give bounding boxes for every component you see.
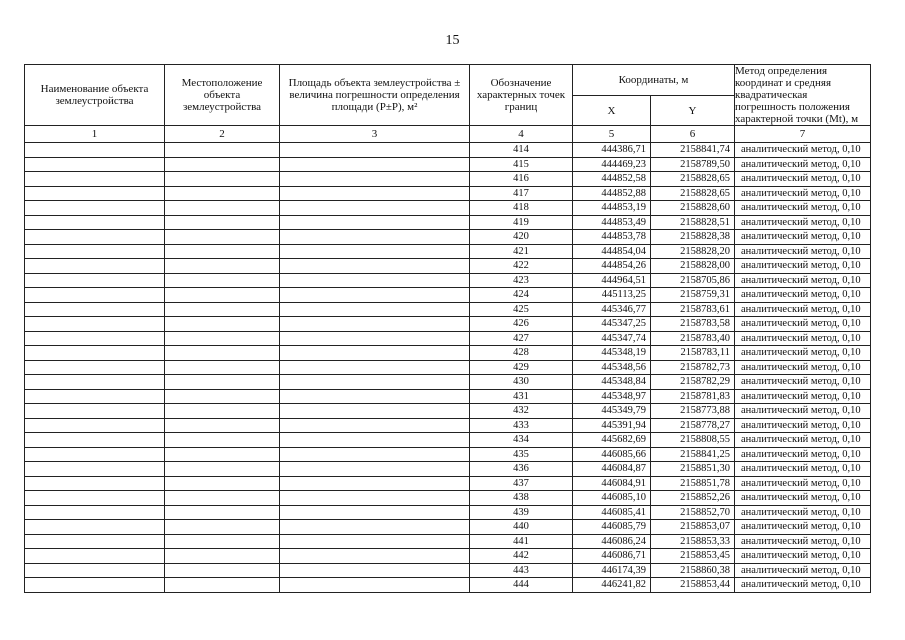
header-y: Y — [651, 96, 735, 126]
cell-area — [280, 462, 470, 477]
cell-location — [165, 433, 280, 448]
cell-object-name — [25, 505, 165, 520]
cell-location — [165, 259, 280, 274]
cell-object-name — [25, 317, 165, 332]
cell-point: 436 — [470, 462, 573, 477]
column-number: 2 — [165, 126, 280, 143]
cell-x: 444853,19 — [573, 201, 651, 216]
cell-object-name — [25, 201, 165, 216]
cell-area — [280, 331, 470, 346]
cell-method: аналитический метод, 0,10 — [735, 143, 871, 158]
cell-location — [165, 157, 280, 172]
cell-y: 2158841,25 — [651, 447, 735, 462]
cell-location — [165, 143, 280, 158]
cell-x: 444854,26 — [573, 259, 651, 274]
cell-object-name — [25, 230, 165, 245]
cell-location — [165, 360, 280, 375]
cell-method: аналитический метод, 0,10 — [735, 462, 871, 477]
table-row — [25, 462, 871, 477]
cell-method: аналитический метод, 0,10 — [735, 534, 871, 549]
cell-object-name — [25, 578, 165, 593]
cell-y: 2158851,30 — [651, 462, 735, 477]
cell-method: аналитический метод, 0,10 — [735, 186, 871, 201]
cell-point: 430 — [470, 375, 573, 390]
cell-method: аналитический метод, 0,10 — [735, 389, 871, 404]
cell-y: 2158828,65 — [651, 186, 735, 201]
cell-object-name — [25, 389, 165, 404]
table-row — [25, 360, 871, 375]
cell-object-name — [25, 404, 165, 419]
cell-method: аналитический метод, 0,10 — [735, 230, 871, 245]
cell-x: 445682,69 — [573, 433, 651, 448]
cell-method: аналитический метод, 0,10 — [735, 331, 871, 346]
cell-object-name — [25, 172, 165, 187]
page-number: 15 — [445, 33, 460, 48]
cell-point: 425 — [470, 302, 573, 317]
table-row — [25, 404, 871, 419]
cell-point: 441 — [470, 534, 573, 549]
cell-method: аналитический метод, 0,10 — [735, 578, 871, 593]
cell-y: 2158853,07 — [651, 520, 735, 535]
cell-area — [280, 578, 470, 593]
table-row — [25, 331, 871, 346]
cell-x: 445347,25 — [573, 317, 651, 332]
cell-y: 2158808,55 — [651, 433, 735, 448]
cell-object-name — [25, 273, 165, 288]
cell-method: аналитический метод, 0,10 — [735, 549, 871, 564]
cell-location — [165, 201, 280, 216]
cell-object-name — [25, 157, 165, 172]
cell-y: 2158759,31 — [651, 288, 735, 303]
cell-y: 2158783,40 — [651, 331, 735, 346]
table-row — [25, 520, 871, 535]
cell-method: аналитический метод, 0,10 — [735, 215, 871, 230]
cell-point: 418 — [470, 201, 573, 216]
cell-y: 2158851,78 — [651, 476, 735, 491]
cell-y: 2158828,60 — [651, 201, 735, 216]
cell-object-name — [25, 491, 165, 506]
cell-point: 429 — [470, 360, 573, 375]
cell-object-name — [25, 215, 165, 230]
cell-object-name — [25, 302, 165, 317]
cell-method: аналитический метод, 0,10 — [735, 172, 871, 187]
cell-y: 2158828,51 — [651, 215, 735, 230]
cell-x: 444469,23 — [573, 157, 651, 172]
cell-y: 2158705,86 — [651, 273, 735, 288]
cell-object-name — [25, 288, 165, 303]
cell-point: 414 — [470, 143, 573, 158]
column-number: 5 — [573, 126, 651, 143]
cell-method: аналитический метод, 0,10 — [735, 302, 871, 317]
cell-area — [280, 259, 470, 274]
cell-object-name — [25, 563, 165, 578]
cell-location — [165, 404, 280, 419]
cell-area — [280, 143, 470, 158]
coordinates-table — [24, 64, 871, 593]
cell-location — [165, 244, 280, 259]
cell-location — [165, 505, 280, 520]
table-row — [25, 172, 871, 187]
cell-area — [280, 433, 470, 448]
cell-method: аналитический метод, 0,10 — [735, 259, 871, 274]
cell-point: 442 — [470, 549, 573, 564]
column-number: 1 — [25, 126, 165, 143]
cell-y: 2158853,45 — [651, 549, 735, 564]
cell-location — [165, 317, 280, 332]
cell-location — [165, 549, 280, 564]
table-row — [25, 433, 871, 448]
cell-location — [165, 302, 280, 317]
cell-area — [280, 273, 470, 288]
table-row — [25, 563, 871, 578]
cell-x: 446241,82 — [573, 578, 651, 593]
cell-y: 2158828,65 — [651, 172, 735, 187]
cell-x: 444853,78 — [573, 230, 651, 245]
column-number: 3 — [280, 126, 470, 143]
cell-area — [280, 563, 470, 578]
cell-method: аналитический метод, 0,10 — [735, 404, 871, 419]
table-body — [25, 143, 871, 593]
cell-y: 2158782,29 — [651, 375, 735, 390]
cell-method: аналитический метод, 0,10 — [735, 288, 871, 303]
cell-method: аналитический метод, 0,10 — [735, 491, 871, 506]
cell-y: 2158860,38 — [651, 563, 735, 578]
cell-area — [280, 549, 470, 564]
cell-location — [165, 563, 280, 578]
header-location: Местоположение объекта землеустройства — [165, 65, 280, 126]
cell-y: 2158773,88 — [651, 404, 735, 419]
table-row — [25, 157, 871, 172]
cell-y: 2158778,27 — [651, 418, 735, 433]
cell-point: 427 — [470, 331, 573, 346]
cell-point: 423 — [470, 273, 573, 288]
table-row — [25, 534, 871, 549]
cell-method: аналитический метод, 0,10 — [735, 346, 871, 361]
cell-method: аналитический метод, 0,10 — [735, 476, 871, 491]
cell-method: аналитический метод, 0,10 — [735, 433, 871, 448]
cell-x: 446085,66 — [573, 447, 651, 462]
cell-area — [280, 534, 470, 549]
table-row — [25, 273, 871, 288]
cell-point: 431 — [470, 389, 573, 404]
cell-y: 2158828,00 — [651, 259, 735, 274]
header-coordinates: Координаты, м — [573, 65, 735, 96]
cell-y: 2158783,58 — [651, 317, 735, 332]
table-row — [25, 447, 871, 462]
cell-location — [165, 230, 280, 245]
cell-x: 445348,19 — [573, 346, 651, 361]
header-object-name: Наименование объекта землеустройства — [25, 65, 165, 126]
cell-object-name — [25, 143, 165, 158]
cell-x: 445348,84 — [573, 375, 651, 390]
cell-area — [280, 172, 470, 187]
cell-point: 444 — [470, 578, 573, 593]
cell-method: аналитический метод, 0,10 — [735, 360, 871, 375]
cell-area — [280, 505, 470, 520]
cell-point: 416 — [470, 172, 573, 187]
cell-location — [165, 172, 280, 187]
cell-y: 2158782,73 — [651, 360, 735, 375]
cell-point: 420 — [470, 230, 573, 245]
cell-area — [280, 302, 470, 317]
cell-area — [280, 346, 470, 361]
header-area: Площадь объекта землеустройства ± величина погрешности определения площади (P±P), м² — [280, 65, 470, 126]
cell-point: 419 — [470, 215, 573, 230]
cell-x: 446085,10 — [573, 491, 651, 506]
cell-point: 440 — [470, 520, 573, 535]
cell-location — [165, 389, 280, 404]
cell-location — [165, 215, 280, 230]
cell-location — [165, 331, 280, 346]
cell-object-name — [25, 244, 165, 259]
cell-x: 446086,71 — [573, 549, 651, 564]
cell-y: 2158853,33 — [651, 534, 735, 549]
cell-object-name — [25, 360, 165, 375]
table-row — [25, 186, 871, 201]
cell-area — [280, 447, 470, 462]
cell-area — [280, 317, 470, 332]
cell-location — [165, 186, 280, 201]
cell-x: 444852,58 — [573, 172, 651, 187]
cell-method: аналитический метод, 0,10 — [735, 563, 871, 578]
cell-object-name — [25, 331, 165, 346]
cell-x: 445348,97 — [573, 389, 651, 404]
cell-y: 2158783,11 — [651, 346, 735, 361]
table-row — [25, 143, 871, 158]
cell-object-name — [25, 462, 165, 477]
cell-x: 444853,49 — [573, 215, 651, 230]
cell-location — [165, 520, 280, 535]
cell-y: 2158852,26 — [651, 491, 735, 506]
cell-area — [280, 230, 470, 245]
cell-x: 446086,24 — [573, 534, 651, 549]
cell-point: 426 — [470, 317, 573, 332]
cell-x: 446174,39 — [573, 563, 651, 578]
cell-method: аналитический метод, 0,10 — [735, 505, 871, 520]
cell-point: 417 — [470, 186, 573, 201]
cell-point: 424 — [470, 288, 573, 303]
cell-point: 434 — [470, 433, 573, 448]
cell-point: 438 — [470, 491, 573, 506]
cell-y: 2158789,50 — [651, 157, 735, 172]
cell-area — [280, 404, 470, 419]
cell-y: 2158828,20 — [651, 244, 735, 259]
cell-area — [280, 244, 470, 259]
cell-x: 445346,77 — [573, 302, 651, 317]
cell-point: 443 — [470, 563, 573, 578]
cell-method: аналитический метод, 0,10 — [735, 273, 871, 288]
cell-object-name — [25, 346, 165, 361]
table-row — [25, 302, 871, 317]
table-row — [25, 578, 871, 593]
cell-object-name — [25, 375, 165, 390]
table-row — [25, 389, 871, 404]
cell-object-name — [25, 476, 165, 491]
cell-method: аналитический метод, 0,10 — [735, 201, 871, 216]
header-method: Метод определения координат и средняя квадратическая погрешность положения характерной точки (Mt), м — [735, 65, 871, 126]
cell-object-name — [25, 433, 165, 448]
cell-location — [165, 462, 280, 477]
cell-area — [280, 375, 470, 390]
cell-location — [165, 288, 280, 303]
cell-y: 2158783,61 — [651, 302, 735, 317]
table-row — [25, 491, 871, 506]
cell-object-name — [25, 447, 165, 462]
cell-method: аналитический метод, 0,10 — [735, 244, 871, 259]
cell-object-name — [25, 520, 165, 535]
cell-point: 421 — [470, 244, 573, 259]
cell-object-name — [25, 549, 165, 564]
cell-area — [280, 520, 470, 535]
table-row — [25, 230, 871, 245]
table-row — [25, 215, 871, 230]
cell-method: аналитический метод, 0,10 — [735, 447, 871, 462]
cell-area — [280, 418, 470, 433]
cell-method: аналитический метод, 0,10 — [735, 520, 871, 535]
cell-x: 445348,56 — [573, 360, 651, 375]
cell-location — [165, 578, 280, 593]
cell-area — [280, 186, 470, 201]
table-row — [25, 288, 871, 303]
table-row — [25, 505, 871, 520]
cell-point: 432 — [470, 404, 573, 419]
cell-x: 445113,25 — [573, 288, 651, 303]
cell-area — [280, 201, 470, 216]
cell-location — [165, 346, 280, 361]
cell-method: аналитический метод, 0,10 — [735, 375, 871, 390]
cell-point: 437 — [470, 476, 573, 491]
cell-method: аналитический метод, 0,10 — [735, 418, 871, 433]
cell-x: 444854,04 — [573, 244, 651, 259]
table-row — [25, 549, 871, 564]
table-row — [25, 375, 871, 390]
cell-location — [165, 447, 280, 462]
cell-area — [280, 389, 470, 404]
table-row — [25, 259, 871, 274]
cell-area — [280, 491, 470, 506]
cell-x: 445391,94 — [573, 418, 651, 433]
cell-object-name — [25, 534, 165, 549]
cell-area — [280, 288, 470, 303]
cell-x: 444386,71 — [573, 143, 651, 158]
cell-object-name — [25, 418, 165, 433]
column-number-row — [25, 126, 871, 143]
cell-location — [165, 273, 280, 288]
cell-point: 435 — [470, 447, 573, 462]
table-row — [25, 317, 871, 332]
cell-x: 446084,91 — [573, 476, 651, 491]
cell-object-name — [25, 186, 165, 201]
cell-point: 439 — [470, 505, 573, 520]
cell-x: 445347,74 — [573, 331, 651, 346]
cell-y: 2158853,44 — [651, 578, 735, 593]
cell-x: 446085,41 — [573, 505, 651, 520]
cell-y: 2158841,74 — [651, 143, 735, 158]
table-row — [25, 476, 871, 491]
cell-y: 2158852,70 — [651, 505, 735, 520]
table-row — [25, 418, 871, 433]
column-number: 4 — [470, 126, 573, 143]
cell-x: 446085,79 — [573, 520, 651, 535]
cell-area — [280, 360, 470, 375]
cell-point: 433 — [470, 418, 573, 433]
table-row — [25, 346, 871, 361]
cell-method: аналитический метод, 0,10 — [735, 317, 871, 332]
cell-x: 444964,51 — [573, 273, 651, 288]
cell-object-name — [25, 259, 165, 274]
cell-point: 428 — [470, 346, 573, 361]
cell-point: 422 — [470, 259, 573, 274]
cell-y: 2158781,83 — [651, 389, 735, 404]
cell-location — [165, 418, 280, 433]
cell-location — [165, 375, 280, 390]
cell-location — [165, 534, 280, 549]
cell-location — [165, 491, 280, 506]
column-number: 6 — [651, 126, 735, 143]
cell-x: 445349,79 — [573, 404, 651, 419]
cell-point: 415 — [470, 157, 573, 172]
cell-x: 444852,88 — [573, 186, 651, 201]
cell-location — [165, 476, 280, 491]
cell-area — [280, 476, 470, 491]
cell-y: 2158828,38 — [651, 230, 735, 245]
cell-area — [280, 157, 470, 172]
table-row — [25, 201, 871, 216]
cell-area — [280, 215, 470, 230]
table-row — [25, 244, 871, 259]
cell-x: 446084,87 — [573, 462, 651, 477]
header-point-designation: Обозначение характерных точек границ — [470, 65, 573, 126]
header-x: X — [573, 96, 651, 126]
column-number: 7 — [735, 126, 871, 143]
cell-method: аналитический метод, 0,10 — [735, 157, 871, 172]
